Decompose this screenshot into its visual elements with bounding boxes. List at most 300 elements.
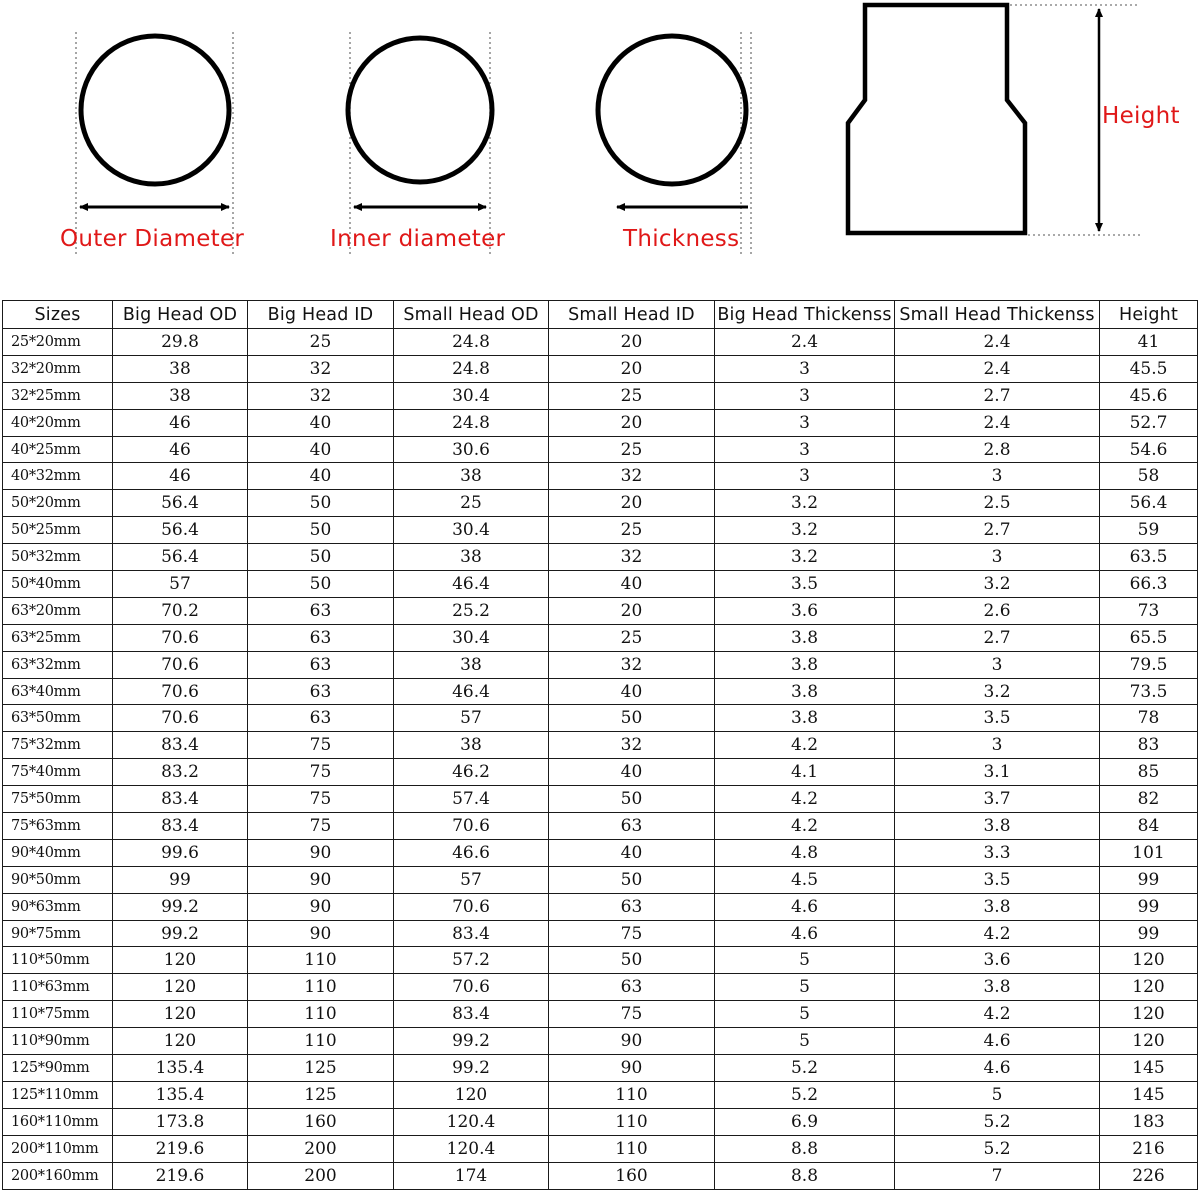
cell-small-head-od: 38 xyxy=(394,463,549,490)
cell-size: 200*160mm xyxy=(3,1162,113,1189)
cell-size: 40*20mm xyxy=(3,409,113,436)
cell-big-head-id: 75 xyxy=(248,759,394,786)
cell-size: 40*32mm xyxy=(3,463,113,490)
cell-small-head-od: 46.6 xyxy=(394,839,549,866)
height-label: Height xyxy=(1102,103,1180,129)
cell-small-head-od: 38 xyxy=(394,651,549,678)
cell-big-head-id: 63 xyxy=(248,678,394,705)
cell-big-head-id: 125 xyxy=(248,1055,394,1082)
cell-big-head-thickness: 3.8 xyxy=(715,624,895,651)
cell-big-head-od: 57 xyxy=(113,571,248,598)
table-row xyxy=(3,893,1198,920)
cell-small-head-thickness: 3.3 xyxy=(895,839,1100,866)
cell-big-head-od: 135.4 xyxy=(113,1055,248,1082)
cell-small-head-od: 38 xyxy=(394,732,549,759)
table-body xyxy=(3,329,1198,1190)
cell-small-head-od: 70.6 xyxy=(394,813,549,840)
cell-small-head-od: 30.6 xyxy=(394,436,549,463)
cell-small-head-id: 32 xyxy=(549,732,715,759)
cell-small-head-thickness: 3 xyxy=(895,544,1100,571)
cell-big-head-thickness: 2.4 xyxy=(715,329,895,356)
cell-small-head-thickness: 5.2 xyxy=(895,1135,1100,1162)
cell-big-head-id: 63 xyxy=(248,705,394,732)
cell-size: 125*90mm xyxy=(3,1055,113,1082)
cell-small-head-id: 75 xyxy=(549,1001,715,1028)
cell-big-head-od: 99.2 xyxy=(113,893,248,920)
cell-big-head-thickness: 3 xyxy=(715,436,895,463)
table-row xyxy=(3,1001,1198,1028)
cell-small-head-thickness: 3 xyxy=(895,732,1100,759)
cell-small-head-thickness: 3.2 xyxy=(895,571,1100,598)
cell-small-head-thickness: 3.5 xyxy=(895,705,1100,732)
cell-big-head-od: 120 xyxy=(113,1028,248,1055)
cell-big-head-od: 120 xyxy=(113,1001,248,1028)
cell-height: 82 xyxy=(1100,786,1198,813)
cell-size: 63*25mm xyxy=(3,624,113,651)
cell-big-head-id: 125 xyxy=(248,1081,394,1108)
cell-big-head-id: 50 xyxy=(248,571,394,598)
cell-small-head-thickness: 3 xyxy=(895,463,1100,490)
cell-size: 63*40mm xyxy=(3,678,113,705)
cell-big-head-od: 83.4 xyxy=(113,786,248,813)
inner-diameter-label: Inner diameter xyxy=(330,226,506,252)
outer-diameter-diagram xyxy=(76,32,233,255)
cell-big-head-thickness: 3.2 xyxy=(715,517,895,544)
cell-height: 216 xyxy=(1100,1135,1198,1162)
cell-height: 120 xyxy=(1100,1028,1198,1055)
cell-small-head-od: 57 xyxy=(394,705,549,732)
cell-big-head-id: 50 xyxy=(248,544,394,571)
cell-small-head-id: 75 xyxy=(549,920,715,947)
cell-height: 56.4 xyxy=(1100,490,1198,517)
cell-big-head-thickness: 4.6 xyxy=(715,893,895,920)
cell-big-head-thickness: 4.2 xyxy=(715,732,895,759)
table-row xyxy=(3,786,1198,813)
thickness-circle xyxy=(598,36,746,184)
cell-big-head-id: 25 xyxy=(248,329,394,356)
cell-height: 58 xyxy=(1100,463,1198,490)
cell-small-head-id: 32 xyxy=(549,651,715,678)
cell-small-head-thickness: 5.2 xyxy=(895,1108,1100,1135)
cell-height: 73.5 xyxy=(1100,678,1198,705)
cell-small-head-od: 57 xyxy=(394,866,549,893)
cell-big-head-id: 40 xyxy=(248,409,394,436)
cell-big-head-od: 120 xyxy=(113,947,248,974)
header-height: Height xyxy=(1100,301,1198,329)
cell-size: 50*25mm xyxy=(3,517,113,544)
cell-height: 79.5 xyxy=(1100,651,1198,678)
cell-big-head-thickness: 6.9 xyxy=(715,1108,895,1135)
cell-small-head-od: 57.2 xyxy=(394,947,549,974)
cell-height: 85 xyxy=(1100,759,1198,786)
cell-big-head-thickness: 4.8 xyxy=(715,839,895,866)
cell-size: 63*50mm xyxy=(3,705,113,732)
table-row xyxy=(3,1108,1198,1135)
cell-big-head-od: 99.2 xyxy=(113,920,248,947)
cell-size: 25*20mm xyxy=(3,329,113,356)
cell-big-head-id: 63 xyxy=(248,597,394,624)
cell-small-head-od: 25 xyxy=(394,490,549,517)
cell-small-head-id: 20 xyxy=(549,490,715,517)
cell-small-head-thickness: 2.4 xyxy=(895,329,1100,356)
cell-big-head-thickness: 5 xyxy=(715,1001,895,1028)
cell-small-head-id: 50 xyxy=(549,947,715,974)
table-row xyxy=(3,651,1198,678)
cell-small-head-id: 160 xyxy=(549,1162,715,1189)
cell-small-head-id: 63 xyxy=(549,893,715,920)
header-small-head-thickness: Small Head Thickenss xyxy=(895,301,1100,329)
dimension-diagrams xyxy=(0,0,1200,290)
header-small-head-od: Small Head OD xyxy=(394,301,549,329)
cell-size: 110*63mm xyxy=(3,974,113,1001)
cell-big-head-od: 29.8 xyxy=(113,329,248,356)
cell-height: 99 xyxy=(1100,866,1198,893)
cell-big-head-od: 46 xyxy=(113,436,248,463)
cell-big-head-thickness: 8.8 xyxy=(715,1135,895,1162)
cell-small-head-thickness: 3.5 xyxy=(895,866,1100,893)
cell-small-head-id: 32 xyxy=(549,463,715,490)
cell-height: 145 xyxy=(1100,1055,1198,1082)
cell-small-head-od: 38 xyxy=(394,544,549,571)
cell-height: 52.7 xyxy=(1100,409,1198,436)
cell-small-head-od: 25.2 xyxy=(394,597,549,624)
cell-size: 32*20mm xyxy=(3,355,113,382)
cell-small-head-thickness: 3.2 xyxy=(895,678,1100,705)
cell-big-head-thickness: 8.8 xyxy=(715,1162,895,1189)
cell-small-head-thickness: 3 xyxy=(895,651,1100,678)
cell-big-head-id: 40 xyxy=(248,463,394,490)
cell-height: 73 xyxy=(1100,597,1198,624)
cell-small-head-thickness: 3.8 xyxy=(895,893,1100,920)
cell-height: 120 xyxy=(1100,974,1198,1001)
cell-big-head-od: 38 xyxy=(113,355,248,382)
cell-small-head-od: 120.4 xyxy=(394,1135,549,1162)
cell-small-head-od: 120 xyxy=(394,1081,549,1108)
cell-big-head-od: 70.6 xyxy=(113,678,248,705)
cell-height: 145 xyxy=(1100,1081,1198,1108)
cell-big-head-id: 75 xyxy=(248,813,394,840)
cell-small-head-id: 50 xyxy=(549,786,715,813)
cell-big-head-id: 32 xyxy=(248,382,394,409)
cell-small-head-od: 30.4 xyxy=(394,517,549,544)
cell-big-head-thickness: 3 xyxy=(715,409,895,436)
cell-small-head-id: 20 xyxy=(549,597,715,624)
cell-big-head-od: 70.6 xyxy=(113,651,248,678)
header-big-head-thickness: Big Head Thickenss xyxy=(715,301,895,329)
table-row xyxy=(3,463,1198,490)
table-row xyxy=(3,409,1198,436)
cell-height: 226 xyxy=(1100,1162,1198,1189)
cell-height: 66.3 xyxy=(1100,571,1198,598)
cell-height: 65.5 xyxy=(1100,624,1198,651)
cell-big-head-id: 90 xyxy=(248,866,394,893)
cell-big-head-id: 63 xyxy=(248,624,394,651)
cell-small-head-thickness: 4.6 xyxy=(895,1028,1100,1055)
cell-big-head-thickness: 3 xyxy=(715,382,895,409)
cell-small-head-od: 30.4 xyxy=(394,382,549,409)
cell-big-head-od: 70.6 xyxy=(113,624,248,651)
cell-small-head-thickness: 3.8 xyxy=(895,974,1100,1001)
cell-small-head-od: 120.4 xyxy=(394,1108,549,1135)
cell-big-head-od: 38 xyxy=(113,382,248,409)
cell-big-head-thickness: 5 xyxy=(715,974,895,1001)
cell-small-head-thickness: 2.7 xyxy=(895,517,1100,544)
cell-small-head-thickness: 3.1 xyxy=(895,759,1100,786)
cell-small-head-od: 46.4 xyxy=(394,678,549,705)
cell-small-head-od: 99.2 xyxy=(394,1055,549,1082)
cell-height: 101 xyxy=(1100,839,1198,866)
cell-big-head-thickness: 3 xyxy=(715,463,895,490)
cell-big-head-od: 56.4 xyxy=(113,544,248,571)
cell-small-head-thickness: 4.2 xyxy=(895,1001,1100,1028)
cell-big-head-od: 99.6 xyxy=(113,839,248,866)
table-row xyxy=(3,1028,1198,1055)
cell-big-head-id: 50 xyxy=(248,517,394,544)
table-row xyxy=(3,571,1198,598)
cell-size: 50*20mm xyxy=(3,490,113,517)
cell-small-head-id: 20 xyxy=(549,329,715,356)
cell-big-head-thickness: 5.2 xyxy=(715,1081,895,1108)
cell-big-head-id: 90 xyxy=(248,920,394,947)
cell-small-head-id: 90 xyxy=(549,1028,715,1055)
cell-big-head-od: 70.2 xyxy=(113,597,248,624)
header-sizes: Sizes xyxy=(3,301,113,329)
header-small-head-id: Small Head ID xyxy=(549,301,715,329)
table-row xyxy=(3,382,1198,409)
cell-big-head-od: 173.8 xyxy=(113,1108,248,1135)
height-diagram xyxy=(848,5,1140,235)
cell-big-head-id: 75 xyxy=(248,786,394,813)
cell-big-head-od: 99 xyxy=(113,866,248,893)
table-row xyxy=(3,1081,1198,1108)
cell-size: 90*50mm xyxy=(3,866,113,893)
cell-big-head-od: 135.4 xyxy=(113,1081,248,1108)
cell-big-head-thickness: 4.2 xyxy=(715,786,895,813)
cell-small-head-od: 174 xyxy=(394,1162,549,1189)
cell-small-head-od: 70.6 xyxy=(394,893,549,920)
cell-small-head-od: 83.4 xyxy=(394,1001,549,1028)
table-row xyxy=(3,813,1198,840)
cell-big-head-thickness: 3.2 xyxy=(715,490,895,517)
cell-small-head-id: 110 xyxy=(549,1135,715,1162)
cell-small-head-id: 20 xyxy=(549,355,715,382)
cell-small-head-id: 25 xyxy=(549,436,715,463)
cell-big-head-id: 160 xyxy=(248,1108,394,1135)
cell-big-head-thickness: 3.8 xyxy=(715,705,895,732)
cell-big-head-od: 56.4 xyxy=(113,517,248,544)
cell-small-head-od: 24.8 xyxy=(394,355,549,382)
cell-small-head-id: 25 xyxy=(549,382,715,409)
inner-diameter-circle xyxy=(348,38,492,182)
table-row xyxy=(3,490,1198,517)
cell-big-head-id: 90 xyxy=(248,839,394,866)
cell-big-head-thickness: 4.1 xyxy=(715,759,895,786)
cell-big-head-id: 110 xyxy=(248,947,394,974)
cell-big-head-id: 200 xyxy=(248,1135,394,1162)
cell-height: 45.6 xyxy=(1100,382,1198,409)
cell-size: 110*50mm xyxy=(3,947,113,974)
cell-big-head-od: 120 xyxy=(113,974,248,1001)
cell-height: 54.6 xyxy=(1100,436,1198,463)
cell-big-head-thickness: 3.5 xyxy=(715,571,895,598)
cell-small-head-id: 90 xyxy=(549,1055,715,1082)
thickness-label: Thickness xyxy=(623,226,740,252)
cell-small-head-od: 46.2 xyxy=(394,759,549,786)
cell-small-head-thickness: 4.6 xyxy=(895,1055,1100,1082)
cell-height: 84 xyxy=(1100,813,1198,840)
cell-small-head-thickness: 7 xyxy=(895,1162,1100,1189)
table-row xyxy=(3,974,1198,1001)
table-row xyxy=(3,839,1198,866)
cell-big-head-thickness: 5 xyxy=(715,1028,895,1055)
table-row xyxy=(3,597,1198,624)
cell-size: 63*32mm xyxy=(3,651,113,678)
table-row xyxy=(3,329,1198,356)
cell-big-head-od: 46 xyxy=(113,463,248,490)
cell-small-head-thickness: 3.6 xyxy=(895,947,1100,974)
size-specification-table xyxy=(2,300,1198,1190)
cell-big-head-id: 32 xyxy=(248,355,394,382)
cell-big-head-id: 90 xyxy=(248,893,394,920)
cell-size: 90*75mm xyxy=(3,920,113,947)
cell-big-head-thickness: 3.8 xyxy=(715,678,895,705)
cell-size: 40*25mm xyxy=(3,436,113,463)
cell-size: 75*63mm xyxy=(3,813,113,840)
cell-small-head-thickness: 2.4 xyxy=(895,355,1100,382)
table-row xyxy=(3,705,1198,732)
cell-small-head-od: 70.6 xyxy=(394,974,549,1001)
cell-small-head-id: 63 xyxy=(549,813,715,840)
cell-big-head-thickness: 5 xyxy=(715,947,895,974)
cell-small-head-id: 50 xyxy=(549,705,715,732)
cell-big-head-od: 56.4 xyxy=(113,490,248,517)
cell-big-head-thickness: 3.8 xyxy=(715,651,895,678)
cell-height: 41 xyxy=(1100,329,1198,356)
cell-size: 75*50mm xyxy=(3,786,113,813)
cell-small-head-thickness: 2.4 xyxy=(895,409,1100,436)
cell-big-head-od: 70.6 xyxy=(113,705,248,732)
cell-height: 120 xyxy=(1100,947,1198,974)
cell-big-head-thickness: 3 xyxy=(715,355,895,382)
table-row xyxy=(3,759,1198,786)
cell-height: 120 xyxy=(1100,1001,1198,1028)
cell-height: 83 xyxy=(1100,732,1198,759)
cell-big-head-id: 50 xyxy=(248,490,394,517)
cell-big-head-thickness: 4.2 xyxy=(715,813,895,840)
cell-big-head-od: 219.6 xyxy=(113,1135,248,1162)
cell-big-head-od: 83.4 xyxy=(113,732,248,759)
cell-size: 200*110mm xyxy=(3,1135,113,1162)
table-row xyxy=(3,355,1198,382)
table-header-row xyxy=(3,301,1198,329)
cell-small-head-thickness: 3.8 xyxy=(895,813,1100,840)
cell-height: 63.5 xyxy=(1100,544,1198,571)
cell-small-head-id: 110 xyxy=(549,1108,715,1135)
cell-big-head-id: 200 xyxy=(248,1162,394,1189)
table-row xyxy=(3,947,1198,974)
cell-small-head-thickness: 2.6 xyxy=(895,597,1100,624)
cell-small-head-thickness: 2.7 xyxy=(895,382,1100,409)
cell-size: 50*32mm xyxy=(3,544,113,571)
cell-small-head-id: 32 xyxy=(549,544,715,571)
cell-small-head-od: 57.4 xyxy=(394,786,549,813)
cell-small-head-thickness: 2.5 xyxy=(895,490,1100,517)
cell-big-head-od: 46 xyxy=(113,409,248,436)
cell-big-head-thickness: 3.6 xyxy=(715,597,895,624)
cell-big-head-od: 83.2 xyxy=(113,759,248,786)
cell-height: 59 xyxy=(1100,517,1198,544)
table-row xyxy=(3,1135,1198,1162)
cell-small-head-thickness: 5 xyxy=(895,1081,1100,1108)
table-row xyxy=(3,1055,1198,1082)
header-big-head-od: Big Head OD xyxy=(113,301,248,329)
reducer-profile xyxy=(848,5,1025,233)
cell-big-head-id: 110 xyxy=(248,1028,394,1055)
table-row xyxy=(3,544,1198,571)
cell-small-head-id: 50 xyxy=(549,866,715,893)
cell-small-head-id: 40 xyxy=(549,678,715,705)
cell-size: 50*40mm xyxy=(3,571,113,598)
cell-height: 99 xyxy=(1100,893,1198,920)
cell-big-head-id: 63 xyxy=(248,651,394,678)
cell-big-head-id: 40 xyxy=(248,436,394,463)
cell-small-head-od: 30.4 xyxy=(394,624,549,651)
inner-diameter-diagram xyxy=(348,32,492,255)
cell-size: 160*110mm xyxy=(3,1108,113,1135)
cell-small-head-id: 25 xyxy=(549,624,715,651)
cell-small-head-thickness: 4.2 xyxy=(895,920,1100,947)
cell-big-head-thickness: 3.2 xyxy=(715,544,895,571)
cell-small-head-od: 24.8 xyxy=(394,329,549,356)
cell-big-head-od: 219.6 xyxy=(113,1162,248,1189)
header-big-head-id: Big Head ID xyxy=(248,301,394,329)
cell-small-head-id: 20 xyxy=(549,409,715,436)
outer-diameter-label: Outer Diameter xyxy=(60,226,245,252)
cell-height: 78 xyxy=(1100,705,1198,732)
cell-small-head-thickness: 2.8 xyxy=(895,436,1100,463)
table-row xyxy=(3,1162,1198,1189)
table-row xyxy=(3,436,1198,463)
outer-diameter-circle xyxy=(81,36,229,184)
cell-small-head-id: 40 xyxy=(549,839,715,866)
cell-height: 183 xyxy=(1100,1108,1198,1135)
cell-small-head-od: 46.4 xyxy=(394,571,549,598)
cell-small-head-id: 110 xyxy=(549,1081,715,1108)
cell-small-head-id: 63 xyxy=(549,974,715,1001)
cell-small-head-id: 25 xyxy=(549,517,715,544)
cell-size: 90*63mm xyxy=(3,893,113,920)
cell-small-head-od: 24.8 xyxy=(394,409,549,436)
table-row xyxy=(3,920,1198,947)
cell-small-head-od: 99.2 xyxy=(394,1028,549,1055)
cell-small-head-thickness: 2.7 xyxy=(895,624,1100,651)
table-row xyxy=(3,517,1198,544)
cell-size: 63*20mm xyxy=(3,597,113,624)
cell-big-head-id: 75 xyxy=(248,732,394,759)
cell-size: 90*40mm xyxy=(3,839,113,866)
cell-big-head-id: 110 xyxy=(248,1001,394,1028)
cell-height: 99 xyxy=(1100,920,1198,947)
cell-big-head-thickness: 5.2 xyxy=(715,1055,895,1082)
cell-big-head-thickness: 4.6 xyxy=(715,920,895,947)
table-row xyxy=(3,678,1198,705)
table-row xyxy=(3,866,1198,893)
table-row xyxy=(3,624,1198,651)
cell-size: 110*90mm xyxy=(3,1028,113,1055)
cell-size: 75*40mm xyxy=(3,759,113,786)
cell-big-head-od: 83.4 xyxy=(113,813,248,840)
table-row xyxy=(3,732,1198,759)
